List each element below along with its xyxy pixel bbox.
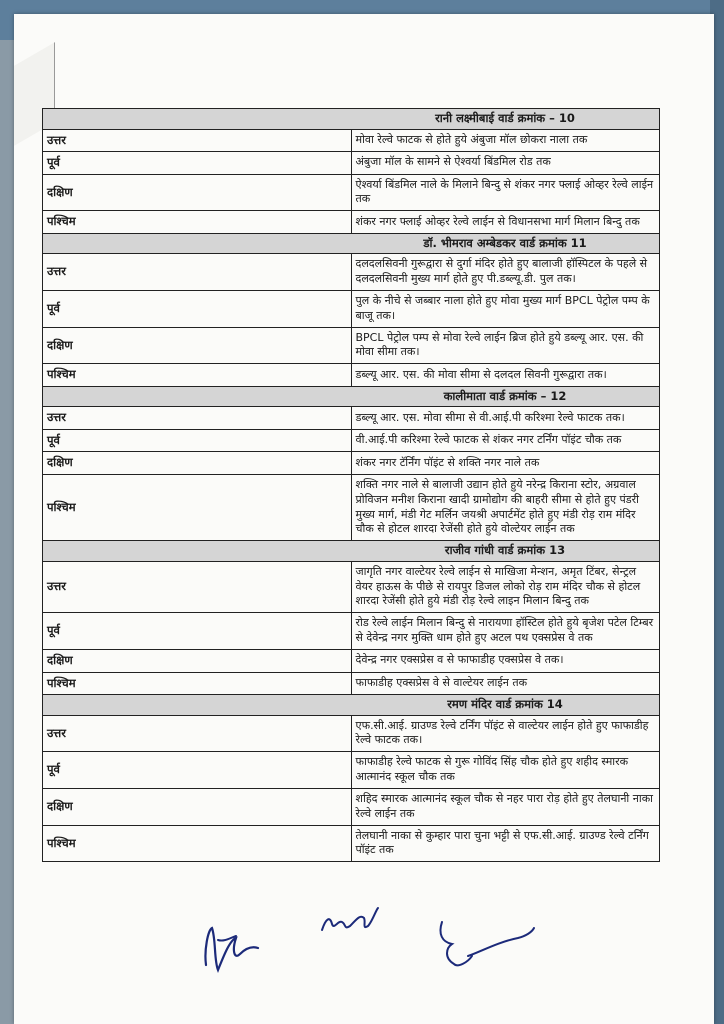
direction-label: पश्चिम	[43, 474, 352, 540]
direction-label: पूर्व	[43, 613, 352, 650]
boundary-row	[43, 452, 660, 475]
direction-label: उत्तर	[43, 561, 352, 613]
boundary-description: रोड रेल्वे लाईन मिलान बिन्दु से नारायणा हॉस्टिल होते हुये बृजेश पटेल टिम्बर से देवेन्द्र नगर मुक्ति धाम होते हुए अटल पथ एक्सप्रेस वे तक	[351, 613, 660, 650]
boundary-row	[43, 613, 660, 650]
boundary-row	[43, 561, 660, 613]
ward-title: रमण मंदिर वार्ड क्रमांक 14	[351, 695, 660, 716]
direction-label: उत्तर	[43, 254, 352, 291]
boundary-description: शहिद स्मारक आत्मानंद स्कूल चौक से नहर पारा रोड़ होते हुए तेलघानी नाका रेल्वे लाईन तक	[351, 788, 660, 825]
signature-3	[428, 912, 538, 982]
direction-label: दक्षिण	[43, 452, 352, 475]
direction-label: पूर्व	[43, 752, 352, 789]
boundary-description: मोवा रेल्वे फाटक से होते हुये अंबुजा मॉल छोकरा नाला तक	[351, 129, 660, 152]
ward-header-row	[43, 541, 660, 562]
direction-label: दक्षिण	[43, 788, 352, 825]
boundary-description: एफ.सी.आई. ग्राउण्ड रेल्वे टर्निंग पॉइंट से वाल्टेयर लाईन होते हुए फाफाडीह रेल्वे फाटक तक।	[351, 715, 660, 752]
ward-header-row	[43, 233, 660, 254]
direction-label: पश्चिम	[43, 672, 352, 695]
boundary-row	[43, 474, 660, 540]
direction-label: पश्चिम	[43, 825, 352, 862]
boundary-row	[43, 174, 660, 211]
boundary-row	[43, 429, 660, 452]
direction-label: उत्तर	[43, 407, 352, 430]
direction-label: उत्तर	[43, 129, 352, 152]
ward-header-row	[43, 109, 660, 130]
boundary-description: तेलघानी नाका से कुम्हार पारा चुना भट्टी से एफ.सी.आई. ग्राउण्ड रेल्वे टर्निंग पॉइंट तक	[351, 825, 660, 862]
direction-label: उत्तर	[43, 715, 352, 752]
boundary-description: शक्ति नगर नाले से बालाजी उद्यान होते हुये नरेन्द्र किराना स्टोर, अग्रवाल प्रोविजन मनीश किराना खादी ग्रामोद्योग की बाहरी सीमा से होते हुए पंडरी मुख्य मार्ग, मंडी गेट मर्लिन जयश्री अपार्टमेंट होते हुए मंडी रोड़ राम मंदिर चौक से होटल शारदा रेजेंसी होते हुये वोल्टेयर लाईन तक	[351, 474, 660, 540]
ward-header-spacer	[43, 695, 352, 716]
boundary-description: वी.आई.पी करिश्मा रेल्वे फाटक से शंकर नगर टर्निंग पॉइंट चौक तक	[351, 429, 660, 452]
direction-label: पूर्व	[43, 429, 352, 452]
direction-label: दक्षिण	[43, 174, 352, 211]
ward-header-spacer	[43, 541, 352, 562]
boundary-description: जागृति नगर वाल्टेयर रेल्वे लाईन से माखिजा मेन्शन, अमृत टिंबर, सेन्ट्रल वेयर हाऊस के पीछे से रायपुर डिजल लोको रोड़ राम मंदिर चौक से होटल शारदा रेजेंसी होते हुये मंडी रोड़ रेल्वे लाइन मिलान बिन्दु तक	[351, 561, 660, 613]
ward-header-row	[43, 695, 660, 716]
boundary-description: दलदलसिवनी गुरूद्वारा से दुर्गा मंदिर होते हुए बालाजी हॉस्पिटल के पहले से दलदलसिवनी मुख्य मार्ग होते हुए पी.डब्ल्यू.डी. पुल तक।	[351, 254, 660, 291]
boundary-row	[43, 129, 660, 152]
boundary-description: BPCL पेट्रोल पम्प से मोवा रेल्वे लाईन ब्रिज होते हुये डब्ल्यू आर. एस. की मोवा सीमा तक।	[351, 327, 660, 364]
ward-boundary-table	[42, 108, 660, 862]
boundary-row	[43, 211, 660, 234]
boundary-row	[43, 327, 660, 364]
boundary-row	[43, 788, 660, 825]
boundary-row	[43, 254, 660, 291]
boundary-row	[43, 364, 660, 387]
ward-title: राजीव गांधी वार्ड क्रमांक 13	[351, 541, 660, 562]
ward-title: कालीमाता वार्ड क्रमांक – 12	[351, 386, 660, 407]
boundary-row	[43, 152, 660, 175]
boundary-description: फाफाडीह रेल्वे फाटक से गुरू गोविंद सिंह चौक होते हुए शहीद स्मारक आत्मानंद स्कूल चौक तक	[351, 752, 660, 789]
signature-2	[316, 900, 386, 940]
boundary-row	[43, 825, 660, 862]
boundary-description: ऐश्वर्या बिंडमिल नाले के मिलाने बिन्दु से शंकर नगर फ्लाई ओव्हर रेल्वे लाईन तक	[351, 174, 660, 211]
ward-title: डॉ. भीमराव अम्बेडकर वार्ड क्रमांक 11	[351, 233, 660, 254]
boundary-description: डब्ल्यू आर. एस. मोवा सीमा से वी.आई.पी करिश्मा रेल्वे फाटक तक।	[351, 407, 660, 430]
direction-label: पश्चिम	[43, 364, 352, 387]
direction-label: पूर्व	[43, 152, 352, 175]
ward-title: रानी लक्ष्मीबाई वार्ड क्रमांक – 10	[351, 109, 660, 130]
boundary-description: डब्ल्यू आर. एस. की मोवा सीमा से दलदल सिवनी गुरूद्वारा तक।	[351, 364, 660, 387]
direction-label: पश्चिम	[43, 211, 352, 234]
ward-header-row	[43, 386, 660, 407]
boundary-row	[43, 715, 660, 752]
direction-label: दक्षिण	[43, 327, 352, 364]
ward-header-spacer	[43, 233, 352, 254]
boundary-description: फाफाडीह एक्सप्रेस वे से वाल्टेयर लाईन तक	[351, 672, 660, 695]
boundary-row	[43, 752, 660, 789]
boundary-description: देवेन्द्र नगर एक्सप्रेस व से फाफाडीह एक्सप्रेस वे तक।	[351, 650, 660, 673]
boundary-row	[43, 672, 660, 695]
boundary-row	[43, 407, 660, 430]
boundary-row	[43, 650, 660, 673]
direction-label: पूर्व	[43, 290, 352, 327]
boundary-description: शंकर नगर फ्लाई ओव्हर रेल्वे लाईन से विधानसभा मार्ग मिलान बिन्दु तक	[351, 211, 660, 234]
boundary-description: पुल के नीचे से जब्बार नाला होते हुए मोवा मुख्य मार्ग BPCL पेट्रोल पम्प के बाजू तक।	[351, 290, 660, 327]
signature-1	[196, 910, 266, 980]
boundary-row	[43, 290, 660, 327]
ward-header-spacer	[43, 109, 352, 130]
direction-label: दक्षिण	[43, 650, 352, 673]
boundary-description: शंकर नगर टॅर्निंग पॉइंट से शक्ति नगर नाले तक	[351, 452, 660, 475]
boundary-description: अंबुजा मॉल के सामने से ऐश्वर्या बिंडमिल रोड तक	[351, 152, 660, 175]
ward-header-spacer	[43, 386, 352, 407]
